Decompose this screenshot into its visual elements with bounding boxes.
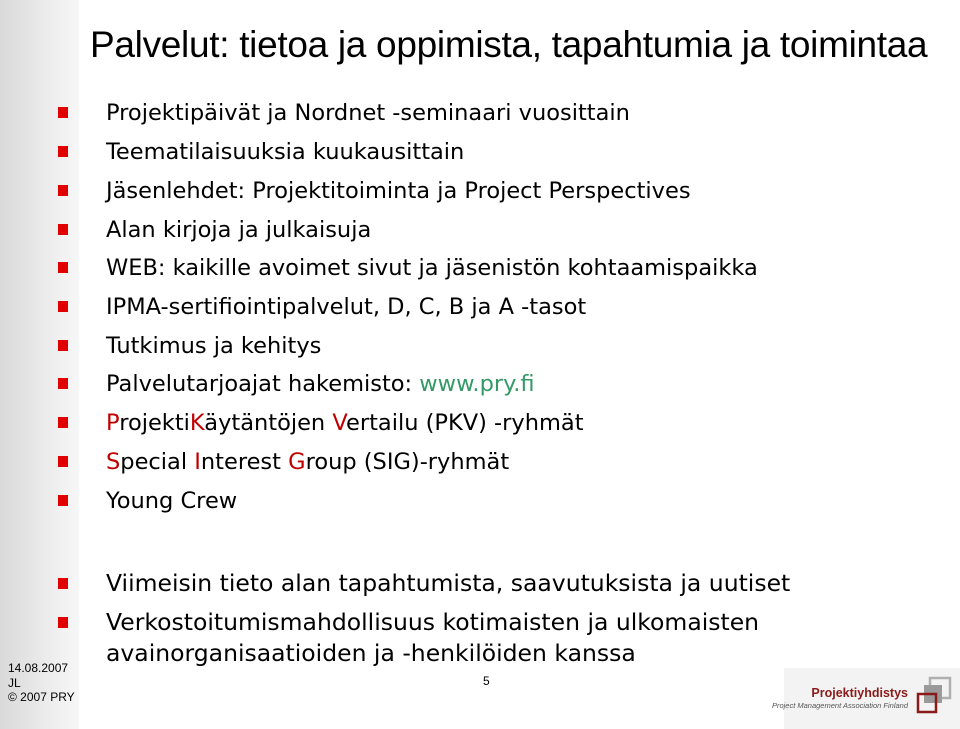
bullet-text-part: Projektipäivät ja Nordnet -seminaari vuosittain — [106, 100, 630, 126]
highlighted-initial: S — [106, 449, 121, 475]
bullet-text-part: ertailu (PKV) -ryhmät — [346, 410, 584, 436]
bullet-item — [0, 370, 900, 404]
bullet-item — [0, 138, 900, 172]
bullet-square-icon — [58, 301, 68, 312]
bullet-text — [106, 138, 464, 166]
bullet-text — [106, 216, 371, 244]
logo-subtitle: Project Management Association Finland — [771, 701, 908, 710]
logo-squares-icon — [916, 676, 952, 716]
bullet-text-part: rojekti — [119, 410, 190, 436]
bullet-text — [106, 409, 584, 437]
bullet-text-part: Alan kirjoja ja julkaisuja — [106, 217, 372, 243]
bullet-item — [0, 216, 900, 250]
bullet-text-part: Palvelutarjoajat hakemisto: — [106, 371, 420, 397]
bullet-square-icon — [58, 107, 68, 118]
bullet-item — [0, 293, 900, 327]
highlighted-initial: G — [288, 449, 306, 475]
bullet-text — [106, 332, 321, 360]
bullet-square-icon — [58, 617, 68, 628]
bullet-text — [106, 370, 535, 398]
highlighted-initial: K — [189, 410, 205, 436]
bullet-text-part: Teematilaisuuksia kuukausittain — [106, 139, 465, 165]
highlighted-initial: I — [194, 449, 201, 475]
bullet-text — [106, 293, 586, 321]
bullet-item — [0, 409, 900, 443]
bullet-item — [0, 177, 900, 211]
bullet-text-part: IPMA-sertifiointipalvelut, D, C, B ja A -tasot — [106, 294, 587, 320]
bullet-square-icon — [58, 417, 68, 428]
bullet-text-part: WEB: kaikille avoimet sivut ja jäsenistön kohtaamispaikka — [106, 255, 758, 281]
logo-name: Projektiyhdistys — [811, 686, 908, 700]
bullet-text-line: Viimeisin tieto alan tapahtumista, saavutuksista ja uutiset — [106, 569, 791, 597]
bullet-text — [106, 177, 691, 205]
bullet-text-line: avainorganisaatioiden ja -henkilöiden kanssa — [106, 639, 636, 667]
bullet-item — [0, 567, 900, 601]
bullet-item — [0, 448, 900, 482]
bullet-text — [106, 254, 758, 282]
bullet-text — [106, 99, 630, 127]
page-number: 5 — [483, 674, 490, 688]
bullet-square-icon — [58, 456, 68, 467]
bullet-square-icon — [58, 262, 68, 273]
bullet-item — [0, 99, 900, 133]
bullet-square-icon — [58, 146, 68, 157]
bullet-square-icon — [58, 224, 68, 235]
footer-copyright: © 2007 PRY — [8, 690, 75, 704]
bullet-item — [0, 332, 900, 366]
website-link[interactable]: www.pry.fi — [419, 371, 535, 397]
bullet-square-icon — [58, 378, 68, 389]
organization-logo — [771, 668, 960, 729]
bullet-text-part: Tutkimus ja kehitys — [106, 333, 322, 359]
bullet-square-icon — [58, 185, 68, 196]
bullet-text — [106, 487, 237, 515]
bullet-item — [0, 606, 900, 667]
highlighted-initial: V — [332, 410, 347, 436]
bullet-text-part: roup (SIG)-ryhmät — [305, 449, 510, 475]
bullet-square-icon — [58, 578, 68, 589]
footer-author: JL — [8, 676, 21, 690]
bullet-text-part: Jäsenlehdet: Projektitoiminta ja Project Perspectives — [106, 178, 691, 204]
bullet-square-icon — [58, 340, 68, 351]
bullet-text-line: Verkostoitumismahdollisuus kotimaisten ja ulkomaisten — [106, 608, 760, 636]
footer-date: 14.08.2007 — [8, 661, 69, 675]
bullet-square-icon — [58, 495, 68, 506]
bullet-item — [0, 487, 900, 521]
bullet-text — [106, 448, 509, 476]
bullet-text-part: äytäntöjen — [204, 410, 333, 436]
bullet-text-part: pecial — [120, 449, 195, 475]
highlighted-initial: P — [106, 410, 120, 436]
bullet-text-part: Young Crew — [106, 488, 238, 514]
bullet-item — [0, 254, 900, 288]
slide-title: Palvelut: tietoa ja oppimista, tapahtumia ja toimintaa — [90, 24, 928, 65]
bullet-text-part: nterest — [200, 449, 289, 475]
